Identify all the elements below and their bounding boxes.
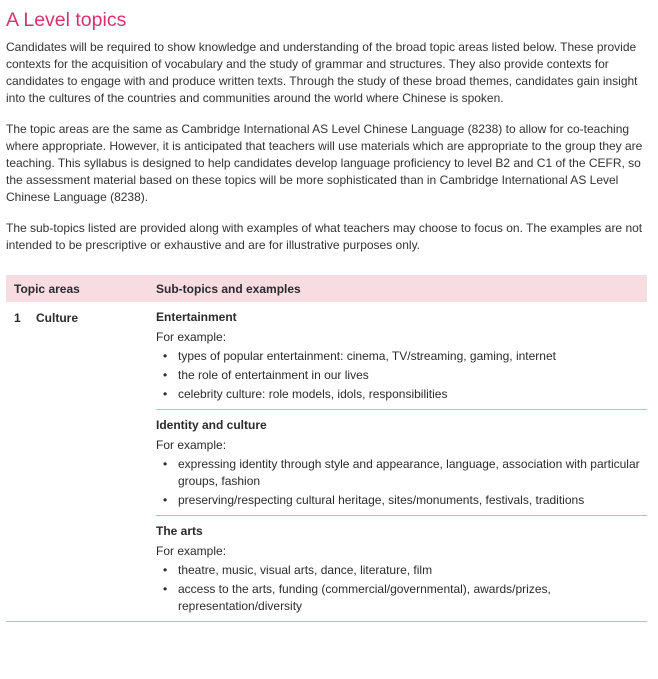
bullet-list <box>156 348 647 403</box>
subtopic-entertainment <box>156 302 647 410</box>
subtopic-intro: For example: <box>156 544 227 558</box>
list-item: • the role of entertainment in our lives <box>156 367 647 384</box>
subtopics-cell <box>156 302 647 621</box>
subtopic-the-arts <box>156 516 647 621</box>
topic-cell <box>6 302 156 621</box>
topics-table <box>6 275 647 622</box>
list-item: • celebrity culture: role models, idols, responsibilities <box>156 386 647 403</box>
list-item: • expressing identity through style and appearance, language, association with particular groups, fashion <box>156 456 647 490</box>
bullet-list <box>156 562 647 615</box>
list-item: • types of popular entertainment: cinema, TV/streaming, gaming, internet <box>156 348 647 365</box>
header-topic-areas: Topic areas <box>14 281 80 296</box>
page-title: A Level topics <box>6 9 127 31</box>
subtopic-identity-and-culture <box>156 410 647 516</box>
intro-paragraph: Candidates will be required to show knowledge and understanding of the broad topic areas listed below. These provide contexts for the acquisition of vocabulary and the study of grammar and structures. They also provide contexts for candidates to engage with and produce written texts. Through the study of these broad themes, candidates gain insight into the cultures of the countries and communities around the world where Chinese is spoken. <box>6 40 638 105</box>
header-subtopics: Sub-topics and examples <box>156 281 301 296</box>
bullet-list <box>156 456 647 509</box>
subtopics-note-paragraph: The sub-topics listed are provided along with examples of what teachers may choose to focus on. The examples are not intended to be prescriptive or exhaustive and are for illustrative purposes only. <box>6 221 643 252</box>
table-row <box>6 302 647 621</box>
subtopic-intro: For example: <box>156 330 227 344</box>
topic-number: 1 <box>14 311 21 325</box>
subtopic-title: Entertainment <box>156 310 237 324</box>
table-bottom-rule <box>6 621 647 622</box>
list-item: • access to the arts, funding (commercial/governmental), awards/prizes, representation/diversity <box>156 581 647 615</box>
list-item: • theatre, music, visual arts, dance, literature, film <box>156 562 647 579</box>
coteaching-paragraph: The topic areas are the same as Cambridge International AS Level Chinese Language (8238) to allow for co-teaching where appropriate. However, it is anticipated that teachers will use materials which are appropriate to the group they are teaching. This syllabus is designed to help candidates develop language proficiency to level B2 and C1 of the CEFR, so the assessment material based on these topics will be more sophisticated than in Cambridge International AS Level Chinese Language (8238). <box>6 122 643 204</box>
table-header <box>6 275 647 302</box>
subtopic-title: Identity and culture <box>156 418 267 432</box>
list-item: • preserving/respecting cultural heritage, sites/monuments, festivals, traditions <box>156 492 647 509</box>
subtopic-title: The arts <box>156 524 203 538</box>
topic-name: Culture <box>36 311 78 325</box>
subtopic-intro: For example: <box>156 438 227 452</box>
